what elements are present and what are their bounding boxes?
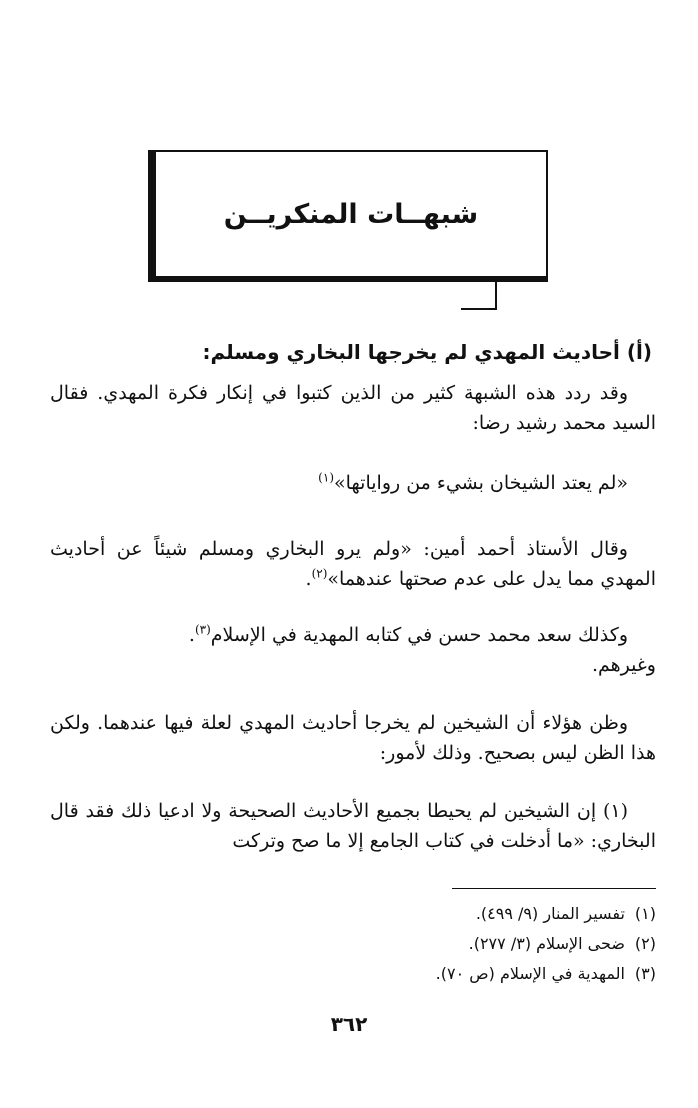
footnote-2-text: ضحى الإسلام (٣/ ٢٧٧). bbox=[468, 934, 625, 953]
section-heading: (أ) أحاديث المهدي لم يخرجها البخاري ومسلم: bbox=[202, 340, 652, 364]
footnote-ref-2: (٢) bbox=[311, 566, 328, 581]
paragraph-saad: وكذلك سعد محمد حسن في كتابه المهدية في الإسلام$^{(٣)}$. وغيرهم. bbox=[188, 622, 656, 676]
quote-rashid-rida bbox=[50, 468, 656, 498]
paragraph-intro bbox=[50, 378, 656, 438]
paragraph-point-one-text: (١) إن الشيخين لم يحيطا بجميع الأحاديث الصحيحة ولا ادعيا ذلك فقد قال البخاري: «ما أدخلت في كتاب الجامع إلا ما صح وتركت bbox=[50, 800, 656, 852]
footnote-3 bbox=[436, 964, 656, 983]
footnote-ref-3: (٣) bbox=[194, 622, 211, 637]
chapter-title-box bbox=[148, 150, 548, 282]
chapter-title: شبهــات المنكريــن bbox=[223, 198, 479, 230]
footnote-3-text: المهدية في الإسلام (ص ٧٠). bbox=[435, 964, 625, 983]
paragraph-point-one bbox=[50, 796, 656, 856]
paragraph-assumption-text: وظن هؤلاء أن الشيخين لم يخرجا أحاديث المهدي لعلة فيها عندهما. ولكن هذا الظن ليس بصحيح. وذلك لأمور: bbox=[50, 712, 656, 764]
chapter-title-frame bbox=[148, 150, 560, 310]
paragraph-saad-text: وكذلك سعد محمد حسن في كتابه المهدية في الإسلام bbox=[210, 624, 628, 646]
footnote-2-number: (٢) bbox=[634, 934, 656, 953]
page-number: ٣٦٢ bbox=[330, 1012, 368, 1036]
footnote-1-number: (١) bbox=[634, 904, 656, 923]
footnote-2 bbox=[469, 934, 656, 953]
paragraph-others-text: وغيرهم. bbox=[591, 654, 656, 676]
footnote-1 bbox=[476, 904, 656, 923]
paragraph-ahmad-amin-text: وقال الأستاذ أحمد أمين: «ولم يرو البخاري ومسلم شيئاً عن أحاديث المهدي مما يدل على عدم صحتها عندهما» bbox=[50, 538, 656, 590]
quote-rashid-rida-text: «لم يعتد الشيخان بشيء من رواياتها» bbox=[334, 472, 628, 494]
footnote-3-number: (٣) bbox=[634, 964, 656, 983]
paragraph-assumption bbox=[50, 708, 656, 768]
footnote-separator bbox=[452, 888, 656, 889]
paragraph-intro-text: وقد ردد هذه الشبهة كثير من الذين كتبوا في إنكار فكرة المهدي. فقال السيد محمد رشيد رضا: bbox=[50, 382, 656, 434]
paragraph-ahmad-amin: وقال الأستاذ أحمد أمين: «ولم يرو البخاري ومسلم شيئاً عن أحاديث المهدي مما يدل على عدم صحتها عندهما»$^{(٢)}$. bbox=[50, 538, 656, 590]
footnote-1-text: تفسير المنار (٩/ ٤٩٩). bbox=[475, 904, 625, 923]
footnote-ref-1: (١) bbox=[318, 470, 334, 485]
